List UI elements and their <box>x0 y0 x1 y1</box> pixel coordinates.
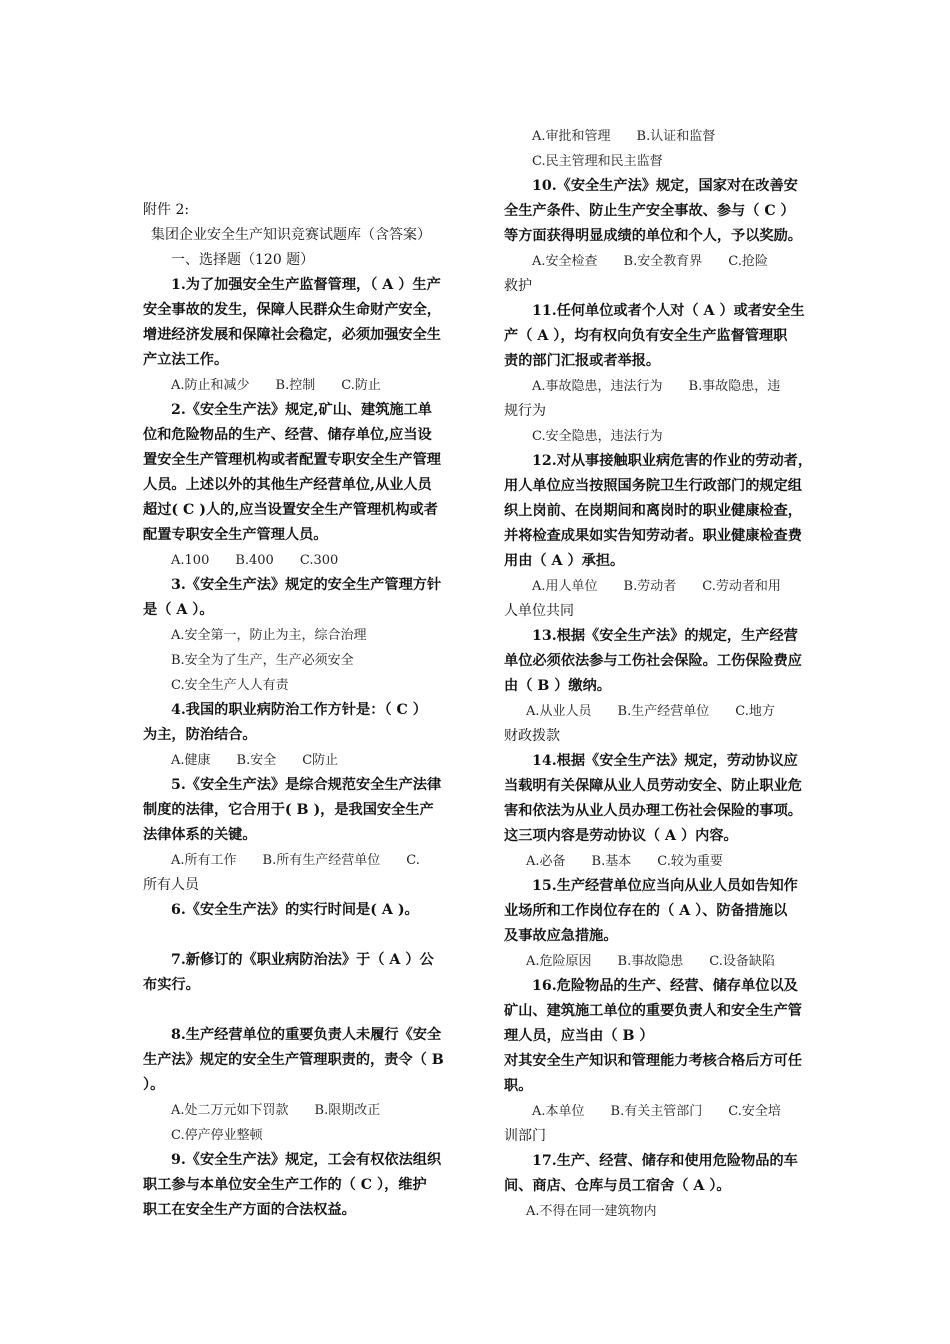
question-line: 17.生产、经营、储存和使用危险物品的车 <box>532 1153 798 1169</box>
question-line: 2.《安全生产法》规定,矿山、建筑施工单 <box>171 402 432 418</box>
question-line: 用由（ A ）承担。 <box>504 553 625 569</box>
question-line: 理人员，应当由（ B ） <box>504 1028 654 1044</box>
option-line: B.安全为了生产，生产必须安全 <box>171 653 354 668</box>
question-line: 单位必须依法参与工伤社会保险。工伤保险费应 <box>504 653 802 669</box>
option-line: A.100 B.400 C.300 <box>171 553 339 568</box>
question-line: 12.对从事接触职业病危害的作业的劳动者， <box>532 453 813 469</box>
option-line: C.安全隐患，违法行为 <box>532 429 663 444</box>
question-line: 14.根据《安全生产法》规定，劳动协议应 <box>532 753 798 769</box>
option-line: A.审批和管理 B.认证和监督 <box>532 129 716 144</box>
section-heading: 一、选择题（120 题） <box>171 252 315 268</box>
question-line: 业场所和工作岗位存在的（ A ）、防备措施以 <box>504 903 788 919</box>
question-line: 配置专职安全生产管理人员。 <box>143 527 328 543</box>
option-line: C.停产停业整顿 <box>171 1128 263 1143</box>
question-line: 置安全生产管理机构或者配置专职安全生产管理 <box>143 452 441 468</box>
question-line: 位和危险物品的生产、经营、储存单位,应当设 <box>143 427 432 443</box>
question-line: 并将检查成果如实告知劳动者。职业健康检查费 <box>504 528 802 544</box>
option-line: A.防止和减少 B.控制 C.防止 <box>171 378 381 393</box>
option-line: A.用人单位 B.劳动者 C.劳动者和用 <box>532 579 781 594</box>
question-line: 害和依法为从业人员办理工伤社会保险的事项。 <box>504 803 802 819</box>
question-line: 由（ B ）缴纳。 <box>504 678 611 694</box>
text-line: 所有人员 <box>143 877 199 893</box>
option-line: A.从业人员 B.生产经营单位 C.地方 <box>526 704 775 719</box>
text-line: 附件 2: <box>143 202 190 218</box>
question-line: 产立法工作。 <box>143 352 229 368</box>
question-line: 责的部门汇报或者举报。 <box>504 353 661 369</box>
question-line: 8.生产经营单位的重要负责人未履行《安全 <box>171 1027 442 1043</box>
question-line: 职工在安全生产方面的合法权益。 <box>143 1202 356 1218</box>
option-line: A.必备 B.基本 C.较为重要 <box>526 854 723 869</box>
text-line: 救护 <box>504 278 532 294</box>
question-line: 4.我国的职业病防治工作方针是：（ C ） <box>171 702 427 718</box>
question-line: 等方面获得明显成绩的单位和个人，予以奖励。 <box>504 228 802 244</box>
question-line: 5.《安全生产法》是综合规范安全生产法律 <box>171 777 442 793</box>
option-line: C.民主管理和民主监督 <box>532 154 663 169</box>
option-line: C.安全生产人人有责 <box>171 678 289 693</box>
option-line: A.危险原因 B.事故隐患 C.设备缺陷 <box>526 954 775 969</box>
question-line: 织上岗前、在岗期间和离岗时的职业健康检查， <box>504 503 802 519</box>
question-line: 为主，防治结合。 <box>143 727 257 743</box>
question-line: 用人单位应当按照国务院卫生行政部门的规定组 <box>504 478 802 494</box>
question-line: 间、商店、仓库与员工宿舍（ A ）。 <box>504 1178 731 1194</box>
question-line: 超过( C )人的,应当设置安全生产管理机构或者 <box>143 502 438 518</box>
spacer <box>143 998 453 1023</box>
question-line: ）。 <box>143 1077 165 1093</box>
option-line: A.所有工作 B.所有生产经营单位 C. <box>171 853 420 868</box>
option-line: A.不得在同一建筑物内 <box>526 1204 657 1219</box>
spacer <box>143 923 453 948</box>
option-line: A.安全第一，防止为主，综合治理 <box>171 628 367 643</box>
doc-title: 集团企业安全生产知识竞赛试题库（含答案） <box>151 227 431 243</box>
question-line: 安全事故的发生，保障人民群众生命财产安全， <box>143 302 441 318</box>
question-line: 职。 <box>504 1078 533 1094</box>
option-line: A.处二万元如下罚款 B.限期改正 <box>171 1103 381 1118</box>
question-line: 这三项内容是劳动协议（ A ）内容。 <box>504 828 738 844</box>
question-line: 7.新修订的《职业病防治法》于（ A ）公 <box>171 952 434 968</box>
question-line: 16.危险物品的生产、经营、储存单位以及 <box>532 978 798 994</box>
option-line: A.事故隐患，违法行为 B.事故隐患，违 <box>532 379 781 394</box>
question-line: 矿山、建筑施工单位的重要负责人和安全生产管 <box>504 1003 802 1019</box>
question-line: 是（ A ）。 <box>143 602 214 618</box>
option-line: A.健康 B.安全 C防止 <box>171 753 339 768</box>
option-line: A.本单位 B.有关主管部门 C.安全培 <box>532 1104 781 1119</box>
question-line: 法律体系的关键。 <box>143 827 257 843</box>
question-line: 11.任何单位或者个人对（ A ）或者安全生 <box>532 303 805 319</box>
question-line: 增进经济发展和保障社会稳定，必须加强安全生 <box>143 327 441 343</box>
question-line: 15.生产经营单位应当向从业人员如告知作 <box>532 878 798 894</box>
question-line: 1.为了加强安全生产监督管理，（ A ）生产 <box>171 277 441 293</box>
question-line: 布实行。 <box>143 977 200 993</box>
left-column <box>143 198 453 1223</box>
question-line: 及事故应急措施。 <box>504 928 618 944</box>
question-line: 职工参与本单位安全生产工作的（ C ），维护 <box>143 1177 427 1193</box>
question-line: 产（ A ），均有权向负有安全生产监督管理职 <box>504 328 788 344</box>
question-line: 对其安全生产知识和管理能力考核合格后方可任 <box>504 1053 802 1069</box>
text-line: 财政拨款 <box>504 728 560 744</box>
question-line: 制度的法律，它合用于( B )，是我国安全生产 <box>143 802 434 818</box>
question-line: 生产法》规定的安全生产管理职责的，责令（ B <box>143 1052 444 1068</box>
right-column <box>504 124 814 1224</box>
question-line: 10.《安全生产法》规定，国家对在改善安 <box>532 178 798 194</box>
question-line: 全生产条件、防止生产安全事故、参与（ C ） <box>504 203 795 219</box>
text-line: 规行为 <box>504 403 546 419</box>
question-line: 13.根据《安全生产法》的规定，生产经营 <box>532 628 798 644</box>
question-line: 6.《安全生产法》的实行时间是( A )。 <box>171 902 419 918</box>
question-line: 9.《安全生产法》规定，工会有权依法组织 <box>171 1152 442 1168</box>
question-line: 3.《安全生产法》规定的安全生产管理方针 <box>171 577 442 593</box>
text-line: 训部门 <box>504 1128 546 1144</box>
question-line: 人员。上述以外的其他生产经营单位,从业人员 <box>143 477 432 493</box>
question-line: 当载明有关保障从业人员劳动安全、防止职业危 <box>504 778 802 794</box>
text-line: 人单位共同 <box>504 603 574 619</box>
option-line: A.安全检查 B.安全教育界 C.抢险 <box>532 254 768 269</box>
